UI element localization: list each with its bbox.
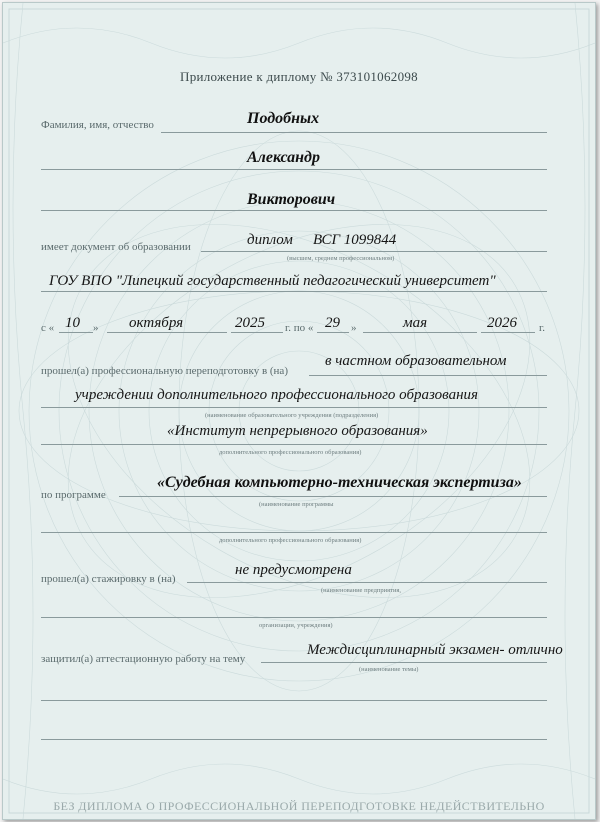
training-org-line1: в частном образовательном: [325, 353, 507, 369]
program-caption2: дополнительного профессионального образования): [219, 537, 362, 544]
training-line-1: [309, 375, 547, 376]
defense-line: [261, 662, 547, 663]
training-org-line3: «Институт непрерывного образования»: [167, 423, 428, 439]
training-label: прошел(а) профессиональную переподготовку в (на): [41, 365, 288, 377]
defense-label: защитил(а) аттестационную работу на тему: [41, 653, 246, 665]
program-value: «Судебная компьютерно-техническая экспертиза»: [157, 474, 522, 491]
doc-label: имеет документ об образовании: [41, 241, 191, 253]
training-org-line2: учреждении дополнительного профессионального образования: [75, 387, 478, 403]
internship-line-2: [41, 617, 547, 618]
defense-value: Междисциплинарный экзамен- отлично: [307, 642, 563, 658]
date-to-label: г. по «: [285, 322, 314, 334]
defense-line-2: [41, 700, 547, 701]
doc-number-value: ВСГ 1099844: [313, 232, 397, 248]
to-month-line: [363, 332, 477, 333]
institution-value: ГОУ ВПО "Липецкий государственный педагогический университет": [49, 273, 496, 289]
defense-line-3: [41, 739, 547, 740]
program-line-2: [41, 532, 547, 533]
to-day-value: 29: [325, 315, 340, 331]
name-value: Александр: [247, 149, 320, 166]
program-caption: (наименование программы: [259, 501, 334, 508]
from-day-line: [59, 332, 93, 333]
institution-line: [41, 291, 547, 292]
internship-line: [187, 582, 547, 583]
patronymic-line: [41, 210, 547, 211]
doc-type-value: диплом: [247, 232, 293, 248]
program-line: [119, 496, 547, 497]
to-year-line: [481, 332, 535, 333]
doc-line: [201, 251, 547, 252]
validity-notice: БЕЗ ДИПЛОМА О ПРОФЕССИОНАЛЬНОЙ ПЕРЕПОДГОТОВКЕ НЕДЕЙСТВИТЕЛЬНО: [53, 799, 545, 813]
internship-caption: (наименование предприятия,: [321, 587, 402, 594]
to-year-value: 2026: [487, 315, 517, 331]
internship-value: не предусмотрена: [235, 562, 352, 578]
from-year-value: 2025: [235, 315, 265, 331]
training-org-caption: (наименование образовательного учреждения (подразделения): [205, 412, 379, 419]
defense-caption: (наименование темы): [359, 666, 419, 673]
name-line: [41, 169, 547, 170]
surname-value: Подобных: [247, 110, 320, 127]
training-line-3: [41, 444, 547, 445]
diploma-supplement-page: [2, 2, 596, 820]
to-month-value: мая: [403, 315, 428, 331]
patronymic-value: Викторович: [247, 191, 336, 208]
to-day-line: [317, 332, 349, 333]
year-suffix: г.: [539, 322, 546, 334]
doc-caption: (высшем, среднем профессиональном): [287, 255, 395, 262]
program-label: по программе: [41, 489, 106, 501]
training-line-2: [41, 407, 547, 408]
quote-close-1: »: [93, 322, 99, 334]
from-year-line: [231, 332, 283, 333]
date-from-prefix: с «: [41, 322, 55, 334]
page-title: Приложение к диплому № 373101062098: [180, 69, 418, 84]
from-month-line: [107, 332, 227, 333]
internship-label: прошел(а) стажировку в (на): [41, 573, 176, 585]
fio-label: Фамилия, имя, отчество: [41, 119, 154, 131]
from-day-value: 10: [65, 315, 80, 331]
internship-caption2: организации, учреждения): [259, 622, 333, 629]
from-month-value: октября: [129, 315, 184, 331]
training-org-caption2: дополнительного профессионального образования): [219, 449, 362, 456]
surname-line: [161, 132, 547, 133]
quote-close-2: »: [351, 322, 357, 334]
